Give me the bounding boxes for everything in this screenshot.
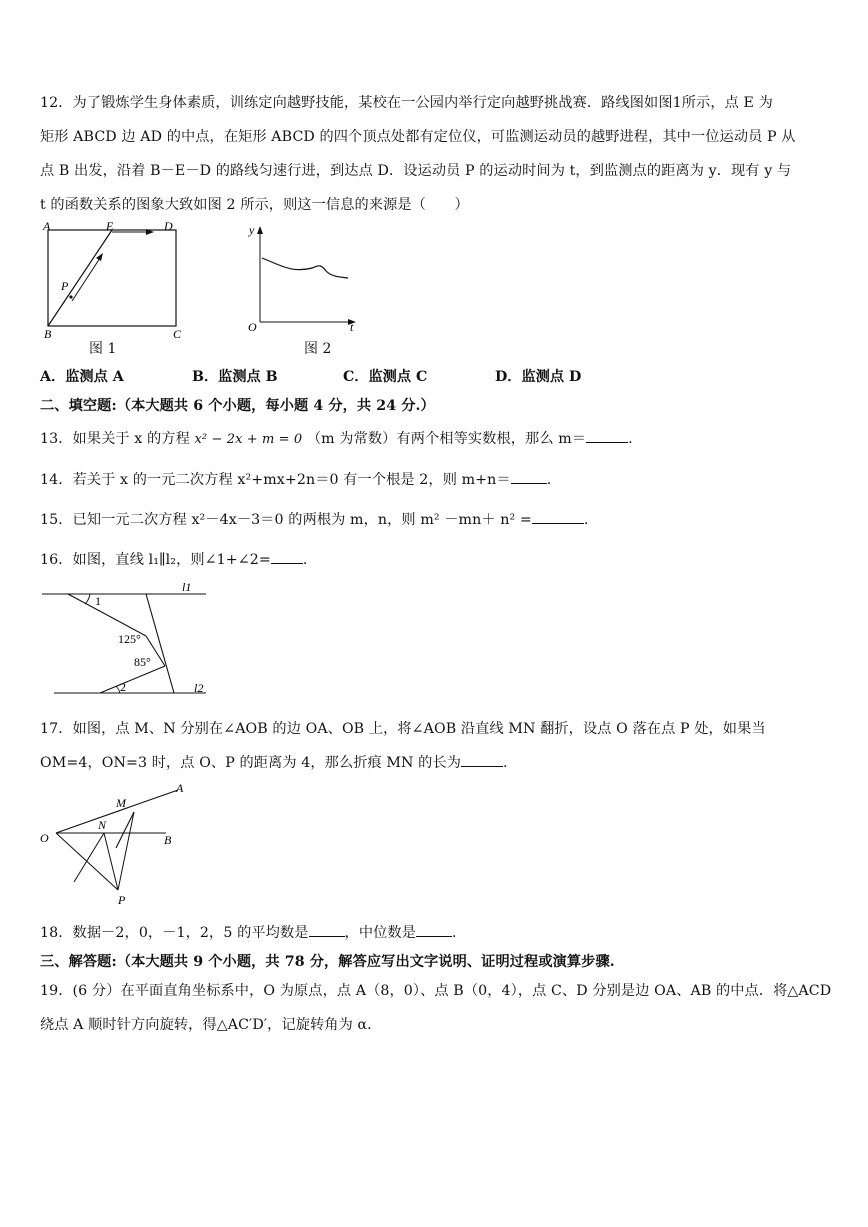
fig2-label-t: t [350,320,354,334]
q13-answer-blank [586,430,628,443]
fig1-label-P: P [61,279,69,293]
option-d: D．监测点 D [495,369,582,385]
q18-median-blank [416,924,452,937]
q15-text: 15．已知一元二次方程 x²－4x－3＝0 的两根为 m，n，则 m² －mn＋ n² = [40,512,532,528]
q17-text: OM=4，ON=3 时，点 O、P 的距离为 4，那么折痕 MN 的长为 [40,755,462,771]
q17-label-M: M [116,796,126,810]
q18-end: . [451,925,457,941]
option-c: C．监测点 C [343,369,428,385]
q16-label-l2: l2 [194,681,204,695]
q17-label-O: O [40,831,49,845]
q14 [40,469,551,489]
q16-label-85: 85° [134,655,151,669]
fig1-label-A: A [43,219,51,233]
q16-label-angle-1: 1 [95,594,101,608]
q15 [40,509,589,529]
fig1-label-C: C [173,327,182,341]
q17-label-N: N [98,818,107,832]
q14-answer-blank [511,471,547,484]
q13-text-post: （m 为常数）有两个相等实数根，那么 m＝ [306,431,587,447]
q17-label-P: P [118,893,126,907]
q13-text-pre: 13．如果关于 x 的方程 [40,431,190,447]
q13-equation: x² − 2x + m = 0 [194,432,303,447]
q13-end: . [628,431,633,447]
q16-figure [38,578,213,700]
q12-figure-1 [38,218,188,343]
q16 [40,549,308,569]
q19-line-2: 绕点 A 顺时针方向旋转，得△AC′D′，记旋转角为 α． [40,1017,382,1033]
q16-label-l1: l1 [182,580,192,594]
fig2-caption: 图 2 [304,341,332,357]
q14-text: 14．若关于 x 的一元二次方程 x²+mx+2n＝0 有一个根是 2，则 m+n＝ [40,472,511,488]
q14-end: . [546,472,552,488]
q16-label-125: 125° [118,632,141,646]
q18-mean-blank [309,924,345,937]
option-a: A．监测点 A [40,369,124,385]
q12-line-1: 12．为了锻炼学生身体素质，训练定向越野技能，某校在一公园内举行定向越野挑战赛．路线图如图1所示，点 E 为 [40,95,773,111]
q12-line-3: 点 B 出发，沿着 B－E－D 的路线匀速行进，到达点 D．设运动员 P 的运动时间为 t，到监测点的距离为 y．现有 y 与 [40,163,792,179]
fig2-label-O: O [248,320,257,334]
q18 [40,922,457,942]
option-b: B．监测点 B [192,369,278,385]
q15-end: . [583,512,589,528]
q17-line-1: 17．如图，点 M、N 分别在∠AOB 的边 OA、OB 上，将∠AOB 沿直线 MN 翻折，设点 O 落在点 P 处，如果当 [40,721,766,737]
q17-figure [36,778,196,908]
q16-answer-blank [271,551,303,564]
q16-label-angle-2: 2 [120,680,126,694]
q18-text: 18．数据－2，0，－1，2，5 的平均数是 [40,925,309,941]
q17-label-B: B [164,833,172,847]
q12-line-4: t 的函数关系的图象大致如图 2 所示，则这一信息的来源是（ ） [40,197,469,213]
fig1-label-D: D [164,219,173,233]
fig1-label-E: E [106,219,114,233]
q17-line-2 [40,752,508,772]
fig1-caption: 图 1 [89,341,117,357]
fig2-label-y: y [249,223,255,237]
q12-figure-2 [242,218,367,338]
section-2-heading: 二、填空题:（本大题共 6 个小题，每小题 4 分，共 24 分.） [40,398,435,414]
q17-label-A: A [176,781,184,795]
fig1-label-B: B [44,327,52,341]
q12-line-2: 矩形 ABCD 边 AD 的中点，在矩形 ABCD 的四个顶点处都有定位仪，可监测运动员的越野进程，其中一位运动员 P 从 [40,129,796,145]
q17-end: . [503,755,508,771]
q15-answer-blank [532,511,584,524]
q18-mid: ，中位数是 [344,925,416,941]
q13 [40,428,633,448]
section-3-heading: 三、解答题:（本大题共 9 个小题，共 78 分，解答应写出文字说明、证明过程或演算步骤. [40,954,615,970]
q19-line-1: 19．(6 分）在平面直角坐标系中，O 为原点，点 A（8，0）、点 B（0，4），点 C、D 分别是边 OA、AB 的中点．将△ACD [40,983,832,999]
q16-text: 16．如图，直线 l₁∥l₂，则∠1+∠2= [40,552,271,568]
q16-end: . [302,552,308,568]
q17-answer-blank [461,754,503,767]
